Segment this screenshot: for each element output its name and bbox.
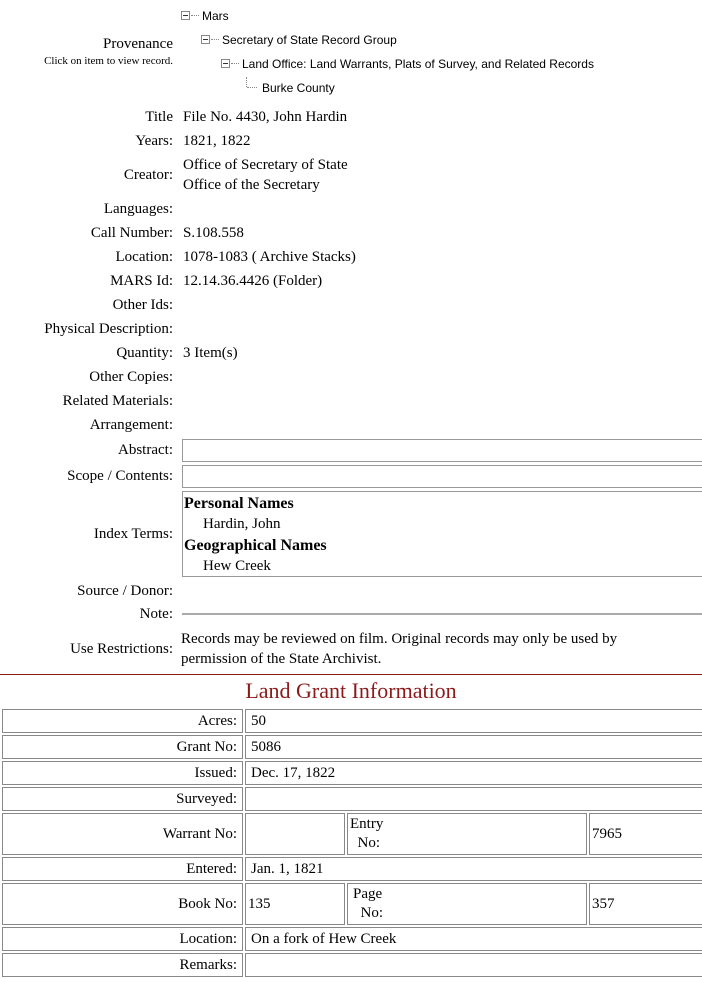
entry-no-value: 7965 (589, 813, 702, 855)
source-donor-label: Source / Donor: (77, 583, 173, 599)
tree-item-mars[interactable]: Mars (202, 9, 229, 23)
creator-value-1: Office of Secretary of State (183, 157, 348, 173)
creator-value-2: Office of the Secretary (183, 177, 320, 193)
page-no-value: 357 (589, 883, 702, 925)
table-row (2, 813, 702, 855)
entered-label: Entered: (2, 857, 243, 881)
collapse-icon[interactable] (201, 35, 210, 44)
table-row (2, 927, 702, 951)
tree-item-secretary-of-state[interactable]: Secretary of State Record Group (222, 33, 397, 47)
title-label: Title (145, 109, 173, 125)
abstract-box (182, 439, 702, 462)
abstract-label: Abstract: (118, 442, 173, 458)
title-value: File No. 4430, John Hardin (183, 109, 348, 125)
mars-id-label: MARS Id: (110, 273, 173, 289)
table-row (2, 787, 702, 811)
collapse-icon[interactable] (181, 11, 190, 20)
use-restrictions-line-1: Records may be reviewed on film. Original records may only be used by (181, 631, 618, 647)
call-number-value: S.108.558 (183, 225, 244, 241)
provenance-label: Provenance (103, 36, 173, 52)
tree-item-land-office[interactable]: Land Office: Land Warrants, Plats of Survey, and Related Records (242, 57, 594, 71)
acres-label: Acres: (2, 709, 243, 733)
scope-label: Scope / Contents: (67, 468, 173, 484)
table-row (2, 883, 702, 925)
table-row (2, 953, 702, 977)
quantity-value: 3 Item(s) (183, 345, 238, 361)
use-restrictions-line-2: permission of the State Archivist. (181, 651, 382, 667)
creator-label: Creator: (123, 167, 173, 183)
years-value: 1821, 1822 (183, 133, 251, 149)
grant-location-label: Location: (2, 927, 243, 951)
surveyed-value (245, 787, 702, 811)
acres-value: 50 (245, 709, 702, 733)
index-terms-label: Index Terms: (93, 526, 173, 542)
location-value: 1078-1083 ( Archive Stacks) (183, 249, 356, 265)
mars-id-value: 12.14.36.4426 (Folder) (183, 273, 323, 289)
issued-label: Issued: (2, 761, 243, 785)
note-label: Note: (139, 606, 173, 622)
tree-item-burke-county[interactable]: Burke County (262, 81, 335, 95)
table-row (2, 709, 702, 733)
grant-no-value: 5086 (245, 735, 702, 759)
arrangement-label: Arrangement: (89, 417, 173, 433)
scope-box (182, 465, 702, 488)
remarks-value (245, 953, 702, 977)
warrant-no-value (245, 813, 345, 855)
issued-value: Dec. 17, 1822 (245, 761, 702, 785)
geographical-names-heading: Geographical Names (184, 537, 327, 554)
page-no-label: Page No: (347, 883, 587, 925)
personal-names-heading: Personal Names (184, 495, 294, 512)
provenance-hint: Click on item to view record. (44, 55, 173, 67)
section-divider (0, 674, 702, 675)
quantity-label: Quantity: (116, 345, 173, 361)
remarks-label: Remarks: (2, 953, 243, 977)
index-terms-box (182, 491, 702, 577)
personal-name-item[interactable]: Hardin, John (203, 516, 281, 532)
grant-no-label: Grant No: (2, 735, 243, 759)
geographical-name-item[interactable]: Hew Creek (203, 558, 271, 574)
years-label: Years: (135, 133, 173, 149)
note-divider (182, 613, 702, 615)
collapse-icon[interactable] (221, 59, 230, 68)
table-row (2, 735, 702, 759)
surveyed-label: Surveyed: (2, 787, 243, 811)
related-materials-label: Related Materials: (62, 393, 173, 409)
languages-label: Languages: (103, 201, 173, 217)
physical-description-label: Physical Description: (44, 321, 173, 337)
land-grant-title: Land Grant Information (245, 678, 457, 703)
table-row (2, 761, 702, 785)
table-row (2, 857, 702, 881)
land-grant-table (0, 707, 702, 979)
other-copies-label: Other Copies: (89, 369, 173, 385)
other-ids-label: Other Ids: (112, 297, 173, 313)
entered-value: Jan. 1, 1821 (245, 857, 702, 881)
grant-location-value: On a fork of Hew Creek (245, 927, 702, 951)
book-no-value: 135 (245, 883, 345, 925)
location-label: Location: (115, 249, 173, 265)
book-no-label: Book No: (2, 883, 243, 925)
use-restrictions-label: Use Restrictions: (70, 641, 173, 657)
entry-no-label: Entry No: (347, 813, 587, 855)
warrant-no-label: Warrant No: (2, 813, 243, 855)
call-number-label: Call Number: (90, 225, 173, 241)
